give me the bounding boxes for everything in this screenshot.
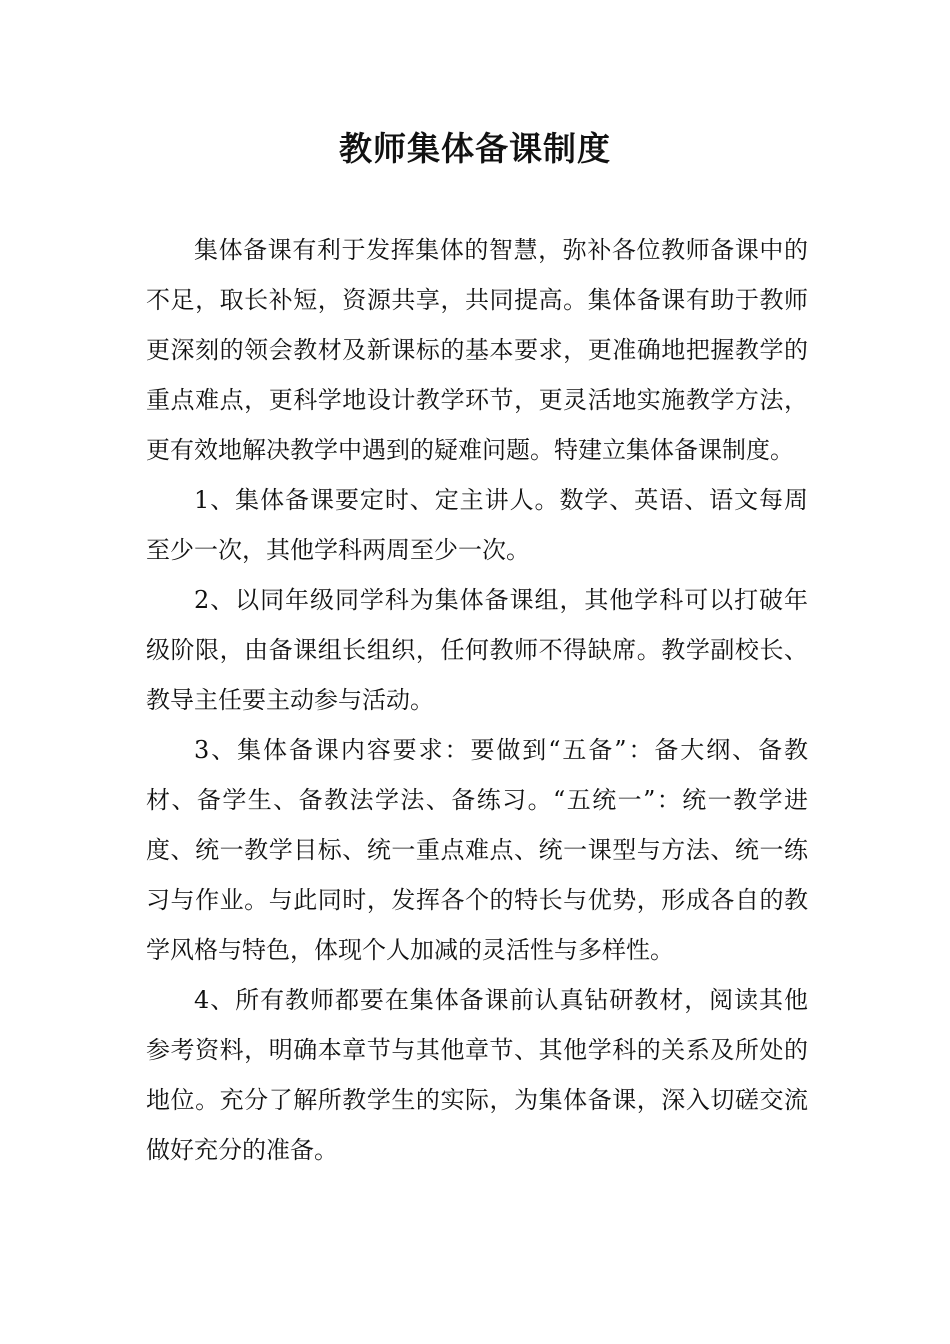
rule-2-paragraph: 2、以同年级同学科为集体备课组，其他学科可以打破年级阶限，由备课组长组织，任何教师不得缺席。教学副校长、教导主任要主动参与活动。 (146, 586, 808, 714)
rule-3-paragraph: 3、集体备课内容要求：要做到“五备”：备大纲、备教材、备学生、备教法学法、备练习。“五统一”：统一教学进度、统一教学目标、统一重点难点、统一课型与方法、统一练习与作业。与此同时，发挥各个的特长与优势，形成各自的教学风格与特色，体现个人加减的灵活性与多样性。 (146, 736, 808, 964)
rule-1-paragraph: 1、集体备课要定时、定主讲人。数学、英语、语文每周至少一次，其他学科两周至少一次。 (146, 486, 808, 564)
document-title: 教师集体备课制度 (339, 129, 611, 168)
rule-4-paragraph: 4、所有教师都要在集体备课前认真钻研教材，阅读其他参考资料，明确本章节与其他章节、其他学科的关系及所处的地位。充分了解所教学生的实际，为集体备课，深入切磋交流做好充分的准备。 (146, 986, 808, 1164)
document-body (146, 225, 808, 1175)
intro-paragraph: 集体备课有利于发挥集体的智慧，弥补各位教师备课中的不足，取长补短，资源共享，共同提高。集体备课有助于教师更深刻的领会教材及新课标的基本要求，更准确地把握教学的重点难点，更科学地设计教学环节，更灵活地实施教学方法，更有效地解决教学中遇到的疑难问题。特建立集体备课制度。 (146, 236, 808, 464)
